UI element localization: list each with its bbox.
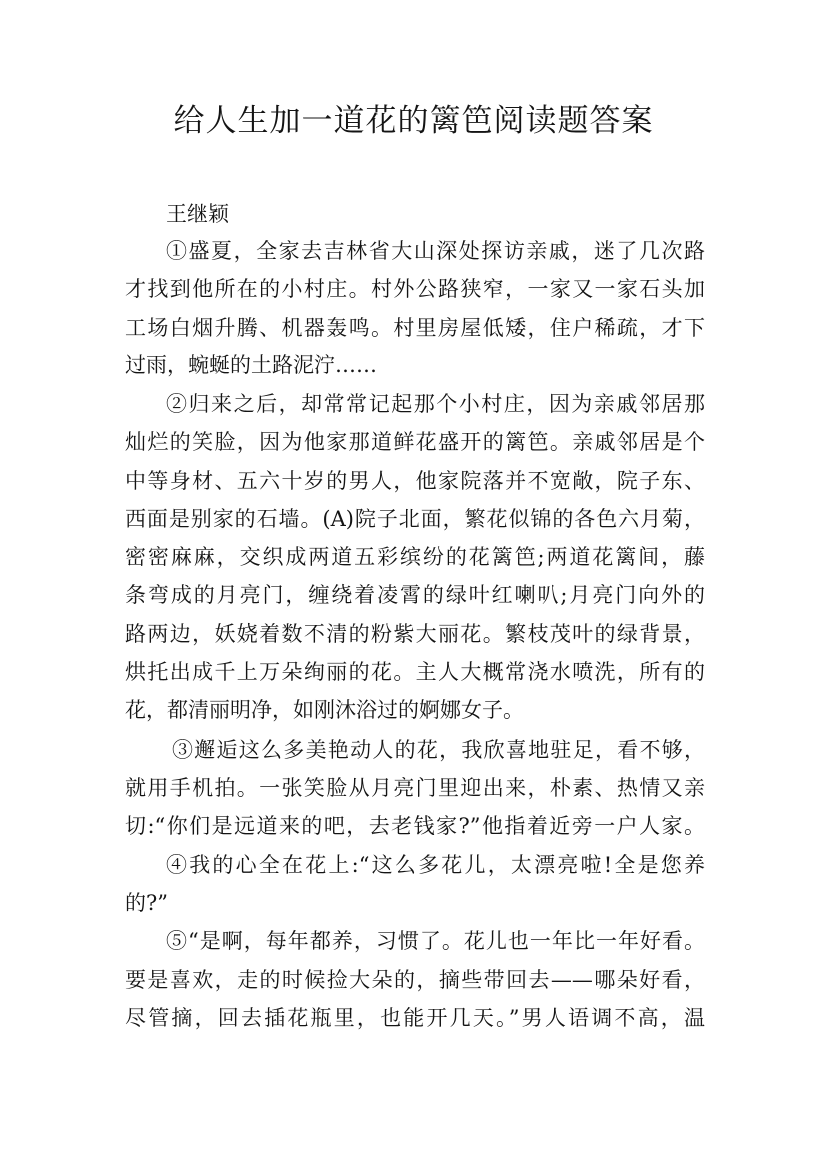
text-line: 灿烂的笑脸，因为他家那道鲜花盛开的篱笆。亲戚邻居是个 <box>125 430 705 454</box>
text-line: 密密麻麻，交织成两道五彩缤纷的花篱笆;两道花篱间，藤 <box>125 545 705 569</box>
text-line: 的?” <box>125 891 168 915</box>
text-line: 花，都清丽明净，如刚沐浴过的婀娜女子。 <box>125 698 524 722</box>
text-line: 路两边，妖娆着数不清的粉紫大丽花。繁枝茂叶的绿背景， <box>125 622 705 646</box>
text-line: 条弯成的月亮门，缠绕着凌霄的绿叶红喇叭;月亮门向外的 <box>125 583 705 607</box>
text-line: 才找到他所在的小村庄。村外公路狭窄，一家又一家石头加 <box>125 277 705 301</box>
text-line: 就用手机拍。一张笑脸从月亮门里迎出来，朴素、热情又亲 <box>125 776 705 800</box>
text-line: 尽管摘，回去插花瓶里，也能开几天。”男人语调不高，温 <box>125 1006 705 1030</box>
text-line: ⑤“是啊，每年都养，习惯了。花儿也一年比一年好看。 <box>166 929 705 953</box>
text-line: 工场白烟升腾、机器轰鸣。村里房屋低矮，住户稀疏，才下 <box>125 316 705 340</box>
text-line: ②归来之后，却常常记起那个小村庄，因为亲戚邻居那 <box>166 392 705 416</box>
text-line: 烘托出成千上万朵绚丽的花。主人大概常浇水喷洗，所有的 <box>125 660 705 684</box>
text-line: ①盛夏，全家去吉林省大山深处探访亲戚，迷了几次路 <box>166 239 705 263</box>
text-line: ③邂逅这么多美艳动人的花，我欣喜地驻足，看不够， <box>172 738 705 762</box>
text-line: 切:“你们是远道来的吧，去老钱家?”他指着近旁一户人家。 <box>125 814 705 838</box>
text-line: 西面是别家的石墙。(A)院子北面，繁花似锦的各色六月菊， <box>125 507 705 531</box>
text-line: 要是喜欢，走的时候捡大朵的，摘些带回去——哪朵好看， <box>125 968 705 992</box>
author-name: 王继颖 <box>166 202 229 226</box>
document-title: 给人生加一道花的篱笆阅读题答案 <box>173 103 654 139</box>
text-line: 中等身材、五六十岁的男人，他家院落并不宽敞，院子东、 <box>125 469 705 493</box>
text-line: 过雨，蜿蜒的土路泥泞…… <box>125 353 377 377</box>
text-line: ④我的心全在花上:“这么多花儿，太漂亮啦!全是您养 <box>166 853 705 877</box>
